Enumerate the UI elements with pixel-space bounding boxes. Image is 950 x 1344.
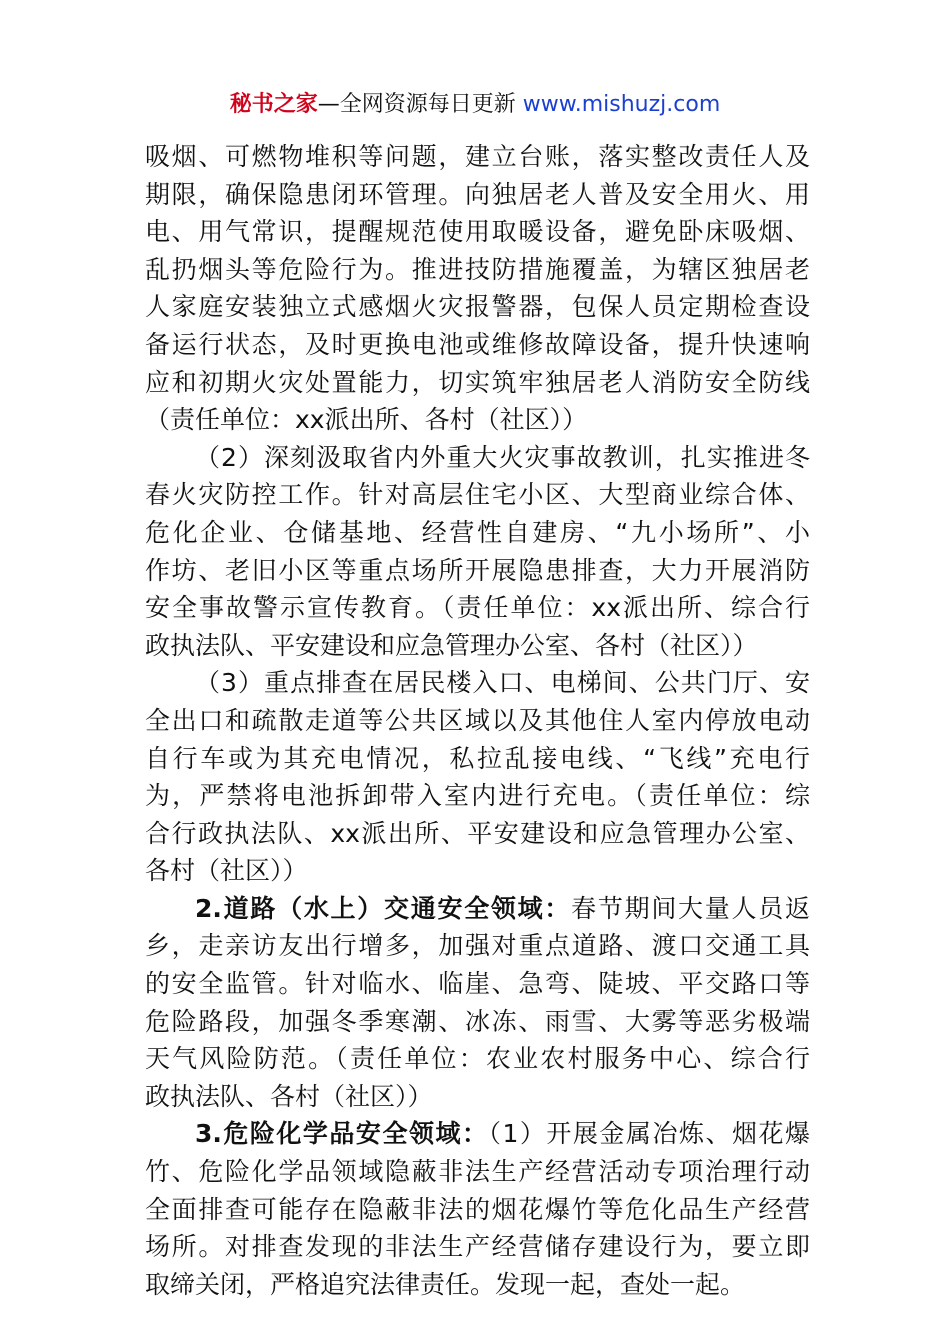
text-line: 危化企业、仓储基地、经营性自建房、“九小场所”、小 xyxy=(145,517,810,547)
page-header xyxy=(0,88,950,122)
text-line: 电、用气常识，提醒规范使用取暖设备，避免卧床吸烟、 xyxy=(145,217,810,247)
text-line: 的安全监管。针对临水、临崖、急弯、陡坡、平交路口等 xyxy=(145,969,810,999)
text-line: 为，严禁将电池拆卸带入室内进行充电。（责任单位：综 xyxy=(145,781,810,811)
section-heading: 2.道路（水上）交通安全领域： xyxy=(195,893,572,923)
section-text: 春节期间大量人员返 xyxy=(571,893,810,923)
text-line: 政执法队、各村（社区）） xyxy=(145,1081,433,1111)
text-line: 场所。对排查发现的非法生产经营储存建设行为，要立即 xyxy=(145,1232,810,1262)
text-line: 人家庭安装独立式感烟火灾报警器，包保人员定期检查设 xyxy=(145,292,810,322)
text-line: 危险路段，加强冬季寒潮、冰冻、雨雪、大雾等恶劣极端 xyxy=(145,1006,810,1036)
section-heading: 3.危险化学品安全领域： xyxy=(195,1119,489,1149)
brand-name: 秘书之家 xyxy=(229,92,318,117)
section-text: （1）开展金属冶炼、烟花爆 xyxy=(488,1119,810,1149)
text-line: 期限，确保隐患闭环管理。向独居老人普及安全用火、用 xyxy=(145,179,810,209)
text-line: 乱扔烟头等危险行为。推进技防措施覆盖，为辖区独居老 xyxy=(145,254,810,284)
site-url-link[interactable]: www.mishuzj.com xyxy=(522,92,721,117)
text-line: 自行车或为其充电情况，私拉乱接电线、“飞线”充电行 xyxy=(145,743,810,773)
document-body xyxy=(145,138,810,1303)
header-tagline: —全网资源每日更新 xyxy=(317,92,523,117)
text-line: 政执法队、平安建设和应急管理办公室、各村（社区）） xyxy=(145,630,758,660)
text-line: 取缔关闭，严格追究法律责任。发现一起，查处一起。 xyxy=(145,1269,746,1299)
text-line: （责任单位：xx派出所、各村（社区）） xyxy=(145,405,588,435)
text-line: 作坊、老旧小区等重点场所开展隐患排查，大力开展消防 xyxy=(145,555,810,585)
text-line: 吸烟、可燃物堆积等问题，建立台账，落实整改责任人及 xyxy=(145,142,810,171)
text-line: 天气风险防范。（责任单位：农业农村服务中心、综合行 xyxy=(145,1044,810,1074)
text-line: 各村（社区）） xyxy=(145,856,308,886)
text-line: 全面排查可能存在隐蔽非法的烟花爆竹等危化品生产经营 xyxy=(145,1194,810,1224)
paragraph-first-line: （3）重点排查在居民楼入口、电梯间、公共门厅、安 xyxy=(195,668,810,698)
text-line: 应和初期火灾处置能力，切实筑牢独居老人消防安全防线 xyxy=(145,367,810,397)
text-line: 竹、危险化学品领域隐蔽非法生产经营活动专项治理行动 xyxy=(145,1157,810,1187)
paragraph-first-line: （2）深刻汲取省内外重大火灾事故教训，扎实推进冬 xyxy=(195,442,810,472)
text-line: 安全事故警示宣传教育。（责任单位：xx派出所、综合行 xyxy=(145,593,810,623)
text-line: 备运行状态，及时更换电池或维修故障设备，提升快速响 xyxy=(145,329,810,359)
text-line: 全出口和疏散走道等公共区域以及其他住人室内停放电动 xyxy=(145,705,810,735)
section-heading-line xyxy=(145,1115,810,1153)
text-line: 合行政执法队、xx派出所、平安建设和应急管理办公室、 xyxy=(145,818,810,848)
text-line: 春火灾防控工作。针对高层住宅小区、大型商业综合体、 xyxy=(145,480,810,510)
section-heading-line xyxy=(145,890,810,928)
text-line: 乡，走亲访友出行增多，加强对重点道路、渡口交通工具 xyxy=(145,931,810,961)
